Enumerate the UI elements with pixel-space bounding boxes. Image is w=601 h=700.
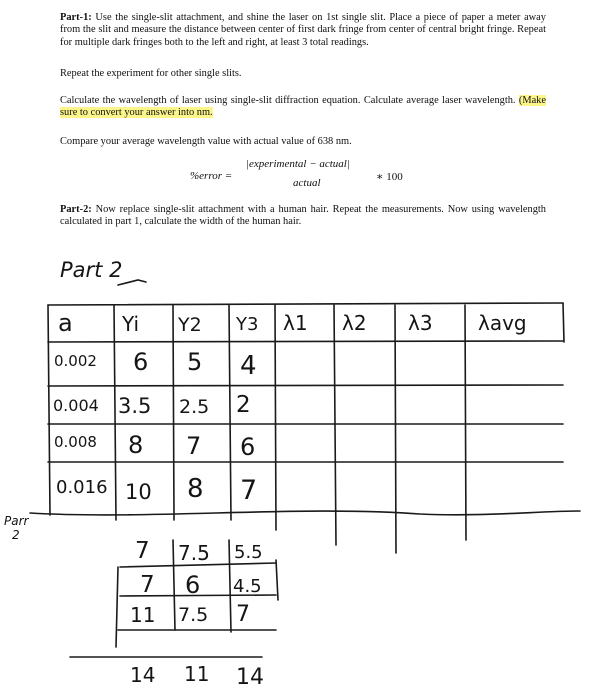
row4-a: 0.016	[56, 477, 108, 498]
part1-heading: Part-1:	[60, 12, 92, 23]
formula-denominator: actual	[293, 177, 321, 189]
p2-row1-y3: 5.5	[234, 542, 263, 563]
row4-y2: 8	[187, 474, 204, 504]
row1-y1: 6	[133, 348, 149, 376]
p2-row2-y1: 7	[140, 572, 155, 598]
row2-a: 0.004	[53, 396, 99, 415]
p2-row3-y2: 7.5	[178, 604, 209, 626]
part-divider-line	[30, 511, 580, 515]
header-a: a	[58, 309, 73, 337]
part2-heading: Part-2:	[60, 204, 92, 215]
p2-row4-y3: 14	[236, 665, 264, 690]
p2-row3-y3: 7	[236, 602, 250, 627]
margin-label-parr: Parr	[4, 514, 29, 528]
convert-note-highlight: (Make sure to convert your answer into nm.	[60, 95, 546, 119]
formula-numerator: |experimental − actual|	[246, 158, 350, 170]
row4-y1: 10	[125, 480, 152, 504]
part1-repeat-text: Repeat the experiment for other single slits.	[60, 68, 242, 79]
p2-row4-y1: 14	[130, 663, 156, 687]
header-lambda3: λ3	[408, 311, 433, 335]
row1-a: 0.002	[54, 352, 97, 370]
row1-y3: 4	[240, 351, 257, 381]
p2-row1-y2: 7.5	[178, 541, 210, 565]
part2-instructions: Now replace single-slit attachment with a human hair. Repeat the measurements. Now using wavelength calculated in part 1, calculate the width of the human hair.	[60, 204, 546, 228]
row3-a: 0.008	[54, 433, 97, 451]
row3-y3: 6	[240, 433, 256, 461]
row4-y3: 7	[240, 475, 258, 506]
part1-instructions: Use the single-slit attachment, and shine the laser on 1st single slit. Place a piece of paper a meter away from the slit and measure the distance between center of first dark fringe from center of central bright fringe. Repeat for multiple dark fringes both to the left and right, at least 3 total readings.	[60, 12, 546, 48]
calculate-text: Calculate the wavelength of laser using single-slit diffraction equation. Calculate average laser wavelength.	[60, 95, 519, 106]
row2-y3: 2	[236, 392, 251, 418]
p2-row2-y3: 4.5	[233, 576, 262, 597]
row2-y1: 3.5	[118, 394, 152, 418]
row3-y1: 8	[128, 431, 144, 459]
p2-row3-y1: 11	[130, 603, 156, 627]
p2-row2-y2: 6	[185, 571, 201, 599]
row2-y2: 2.5	[179, 396, 210, 418]
header-lambda-avg: λavg	[478, 311, 527, 335]
formula-lhs: %error =	[190, 170, 233, 182]
row3-y2: 7	[186, 432, 202, 460]
compare-text: Compare your average wavelength value with actual value of 638 nm.	[60, 136, 352, 147]
header-y2: Y2	[178, 314, 202, 336]
header-y1: Yi	[122, 312, 140, 336]
handwritten-part2-title: Part 2	[60, 258, 123, 282]
row1-y2: 5	[187, 348, 203, 376]
p2-row4-y2: 11	[184, 662, 210, 686]
header-lambda1: λ1	[283, 311, 308, 335]
p2-row1-y1: 7	[135, 538, 150, 564]
header-lambda2: λ2	[342, 311, 367, 335]
formula-multiplier: ∗ 100	[376, 171, 403, 183]
margin-label-number: 2	[12, 528, 20, 542]
header-y3: Y3	[236, 314, 259, 335]
